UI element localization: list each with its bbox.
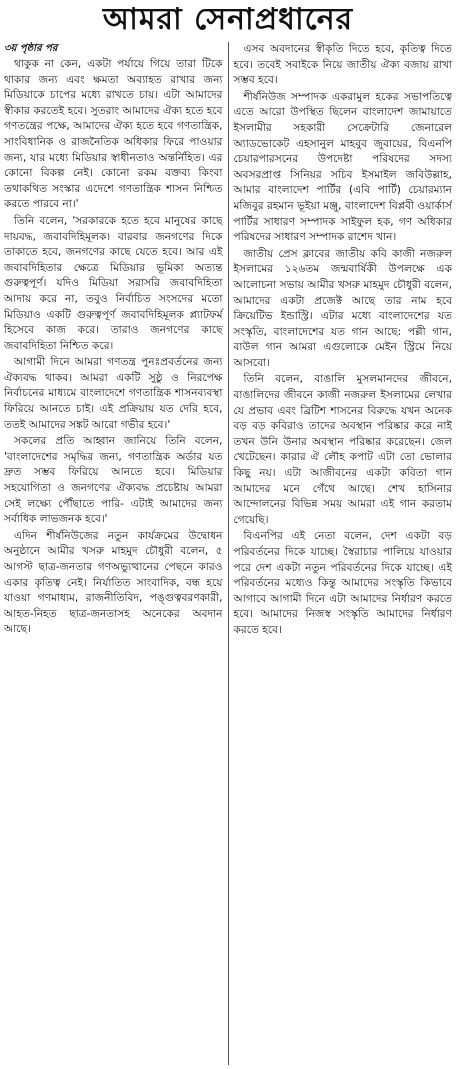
paragraph: থাকুক না কেন, একটা পর্যায়ে গিয়ে তারা টিকে থাকার জন্য এবং ক্ষমতা অব্যাহত রাখার জন্য মিডিয়াকে চাপের মধ্যে রাখতে চায়। এটা আমাদের স্বীকার করতেই হবে। সুতরাং আমাদের ঐক্য হতে হবে গণতন্ত্রের পক্ষে, আমাদের ঐক্য হতে হবে গণতান্ত্রিক, সাংবিধানিক ও রাজনৈতিক অধিকার ফিরে পাওয়ার জন্য, যার মধ্যে মিডিয়ার স্বাধীনতাও অন্তর্নিহিত। এর কোনো বিকল্প নেই। কোনো রকম বক্তব্য কিংবা তথাকথিত সংস্কার এদেশে গণতান্ত্রিক শাসন নিশ্চিত করতে পারবে না।' — [4, 58, 223, 211]
continued-from-label: ৩য় পৃষ্ঠার পর — [4, 43, 58, 54]
article-headline: আমরা সেনাপ্রধানের — [102, 2, 354, 37]
left-column — [4, 42, 228, 1065]
paragraph: আগামী দিনে আমরা গণতন্ত্র পুনঃপ্রবর্তনের জন্য ঐক্যবদ্ধ থাকব। আমরা একটি সুষ্ঠু ও নিরপেক্ষ নির্বাচনের মাধ্যমে বাংলাদেশে গণতান্ত্রিক শাসনব্যবস্থা ফিরিয়ে আনতে চাই। এই প্রক্রিয়ায় যত দেরি হবে, ততই আমাদের সঙ্কট আরো গভীর হবে।' — [4, 356, 223, 431]
right-column — [229, 42, 453, 1065]
paragraph: তিনি বলেন, 'সরকারকে হতে হবে মানুষের কাছে দায়বদ্ধ, জবাবদিহিমূলক। বারবার জনগণের দিকে তাকাতে হবে, জনগণের কাছে যেতে হবে। আর এই জবাবদিহিতার ক্ষেত্রে মিডিয়ার ভূমিকা অত্যন্ত গুরুত্বপূর্ণ। যদিও মিডিয়া সরাসরি জবাবদিহিতা আদায় করে না, তবুও নির্বাচিত সংসদের মতো মিডিয়াও একটি গুরুত্বপূর্ণ জবাবদিহিমূলক প্ল্যাটফর্ম হিসেবে কাজ করে। তারাও জনগণের কাছে জবাবদিহিতা নিশ্চিত করে। — [4, 214, 223, 352]
paragraph: তিনি বলেন, বাঙালি মুসলমানদের জীবনে, বাঙালিদের জীবনে কাজী নজরুল ইসলামের লেখার যে প্রভাব এবং ব্রিটিশ শাসনের বিরুদ্ধে যখন অনেক বড় বড় কবিরাও তাদের অবস্থান পরিষ্কার করে নাই তখন উনি উনার অবস্থান পরিষ্কার করেছেন। জেল খেটেছেন। কারার ঐ লৌহ কপাট এটা তো ভোলার কিছু নয়। এটা আজীবনের একটা কবিতা গান আমাদের মনে গেঁথে আছে। শেখ হাসিনার আন্দোলনের বিভিন্ন সময় আমরা এই গান করতাম গেয়েছি। — [233, 373, 452, 526]
paragraph: এদিন শীর্ষনিউজের নতুন কার্যক্রমের উদ্বোধন অনুষ্ঠানে আমীর খসরু মাহমুদ চৌধুরী বলেন, ৫ আগস্ট ছাত্র-জনতার গণঅভ্যুত্থানের পেছনে কারও একার কৃতিত্ব নেই। নির্যাতিত সাংবাদিক, বন্ধ হয়ে যাওয়া গণমাধ্যম, রাজনীতিবিদ, পঙ্গুত্ববরণকারী, আহত-নিহত ছাত্র-জনতাসহ অনেকের অবদান আছে। — [4, 529, 223, 636]
paragraph: সকলের প্রতি আহ্বান জানিয়ে তিনি বলেন, 'বাংলাদেশের সমৃদ্ধির জন্য, গণতান্ত্রিক অর্ডার যত দ্রুত সম্ভব ফিরিয়ে আনতে হবে। মিডিয়ার সহযোগিতা ও জনগণের ঐক্যবদ্ধ প্রচেষ্টায় আমরা সেই লক্ষ্যে পৌঁছাতে পারি- এটাই আমাদের জন্য সর্বাধিক লাভজনক হবে।' — [4, 435, 223, 526]
paragraph: জাতীয় প্রেস ক্লাবের জাতীয় কবি কাজী নজরুল ইসলামের ১২৬তম জন্মবার্ষিকী উপলক্ষে এক আলোচনা সভায় আমীর খসরু মাহমুদ চৌধুরী বলেন, আমাদের একটা প্রজেক্ট আছে তার নাম হবে ক্রিয়েটিভ ইন্ডাস্ট্রি। এটার মধ্যে বাংলাদেশের যত সংস্কৃতি, বাংলাদেশের যত গান আছে: পল্লী গান, বাউল গান আমরা এগুলোকে মেইন স্ট্রিমে নিয়ে আসবো। — [233, 247, 452, 369]
paragraph: বিএনপির এই নেতা বলেন, দেশ একটা বড় পরিবর্তনের দিকে যাচ্ছে। স্বৈরাচার পালিয়ে যাওয়ার পরে দেশ একটা নতুন পরিবর্তনের দিকে যাচ্ছে। এই পরিবর্তনের মধ্যেও কিন্তু আমাদের সংস্কৃতি কিভাবে আগাবে আগামী দিনে এটা আমাদের নির্ধারণ করতে হবে। আমাদের নিজস্ব সংস্কৃতি আমাদের নির্ধারণ করতে হবে। — [233, 530, 452, 636]
paragraph: এসব অবদানের স্বীকৃতি দিতে হবে, কৃতিত্ব দিতে হবে। তবেই সবাইকে নিয়ে জাতীয় ঐক্য বজায় রাখা সম্ভব হবে। — [233, 43, 452, 87]
article-body — [4, 42, 452, 1065]
paragraph: শীর্ষনিউজ সম্পাদক একরামুল হকের সভাপতিত্বে এতে আরো উপস্থিত ছিলেন বাংলাদেশ জামায়াতে ইসলামীর সহকারী সেক্রেটারি জেনারেল অ্যাডভোকেট এহসানুল মাহবুব জুবায়ের, বিএনপি চেয়ারপারসনের উপদেষ্টা পরিষদের সদস্য অবসরপ্রাপ্ত সিনিয়র সচিব ইসমাইল জবিউল্লাহ, আমার বাংলাদেশ পার্টির (এবি পার্টি) চেয়ারম্যান মজিবুর রহমান ভূইয়া মঞ্জু, বাংলাদেশ বিপ্লবী ওয়ার্কার্স পার্টির সাধারণ সম্পাদক সাইফুল হক, গণ অধিকার পরিষদের সাধারণ সম্পাদক রাশেদ খান। — [233, 90, 452, 244]
